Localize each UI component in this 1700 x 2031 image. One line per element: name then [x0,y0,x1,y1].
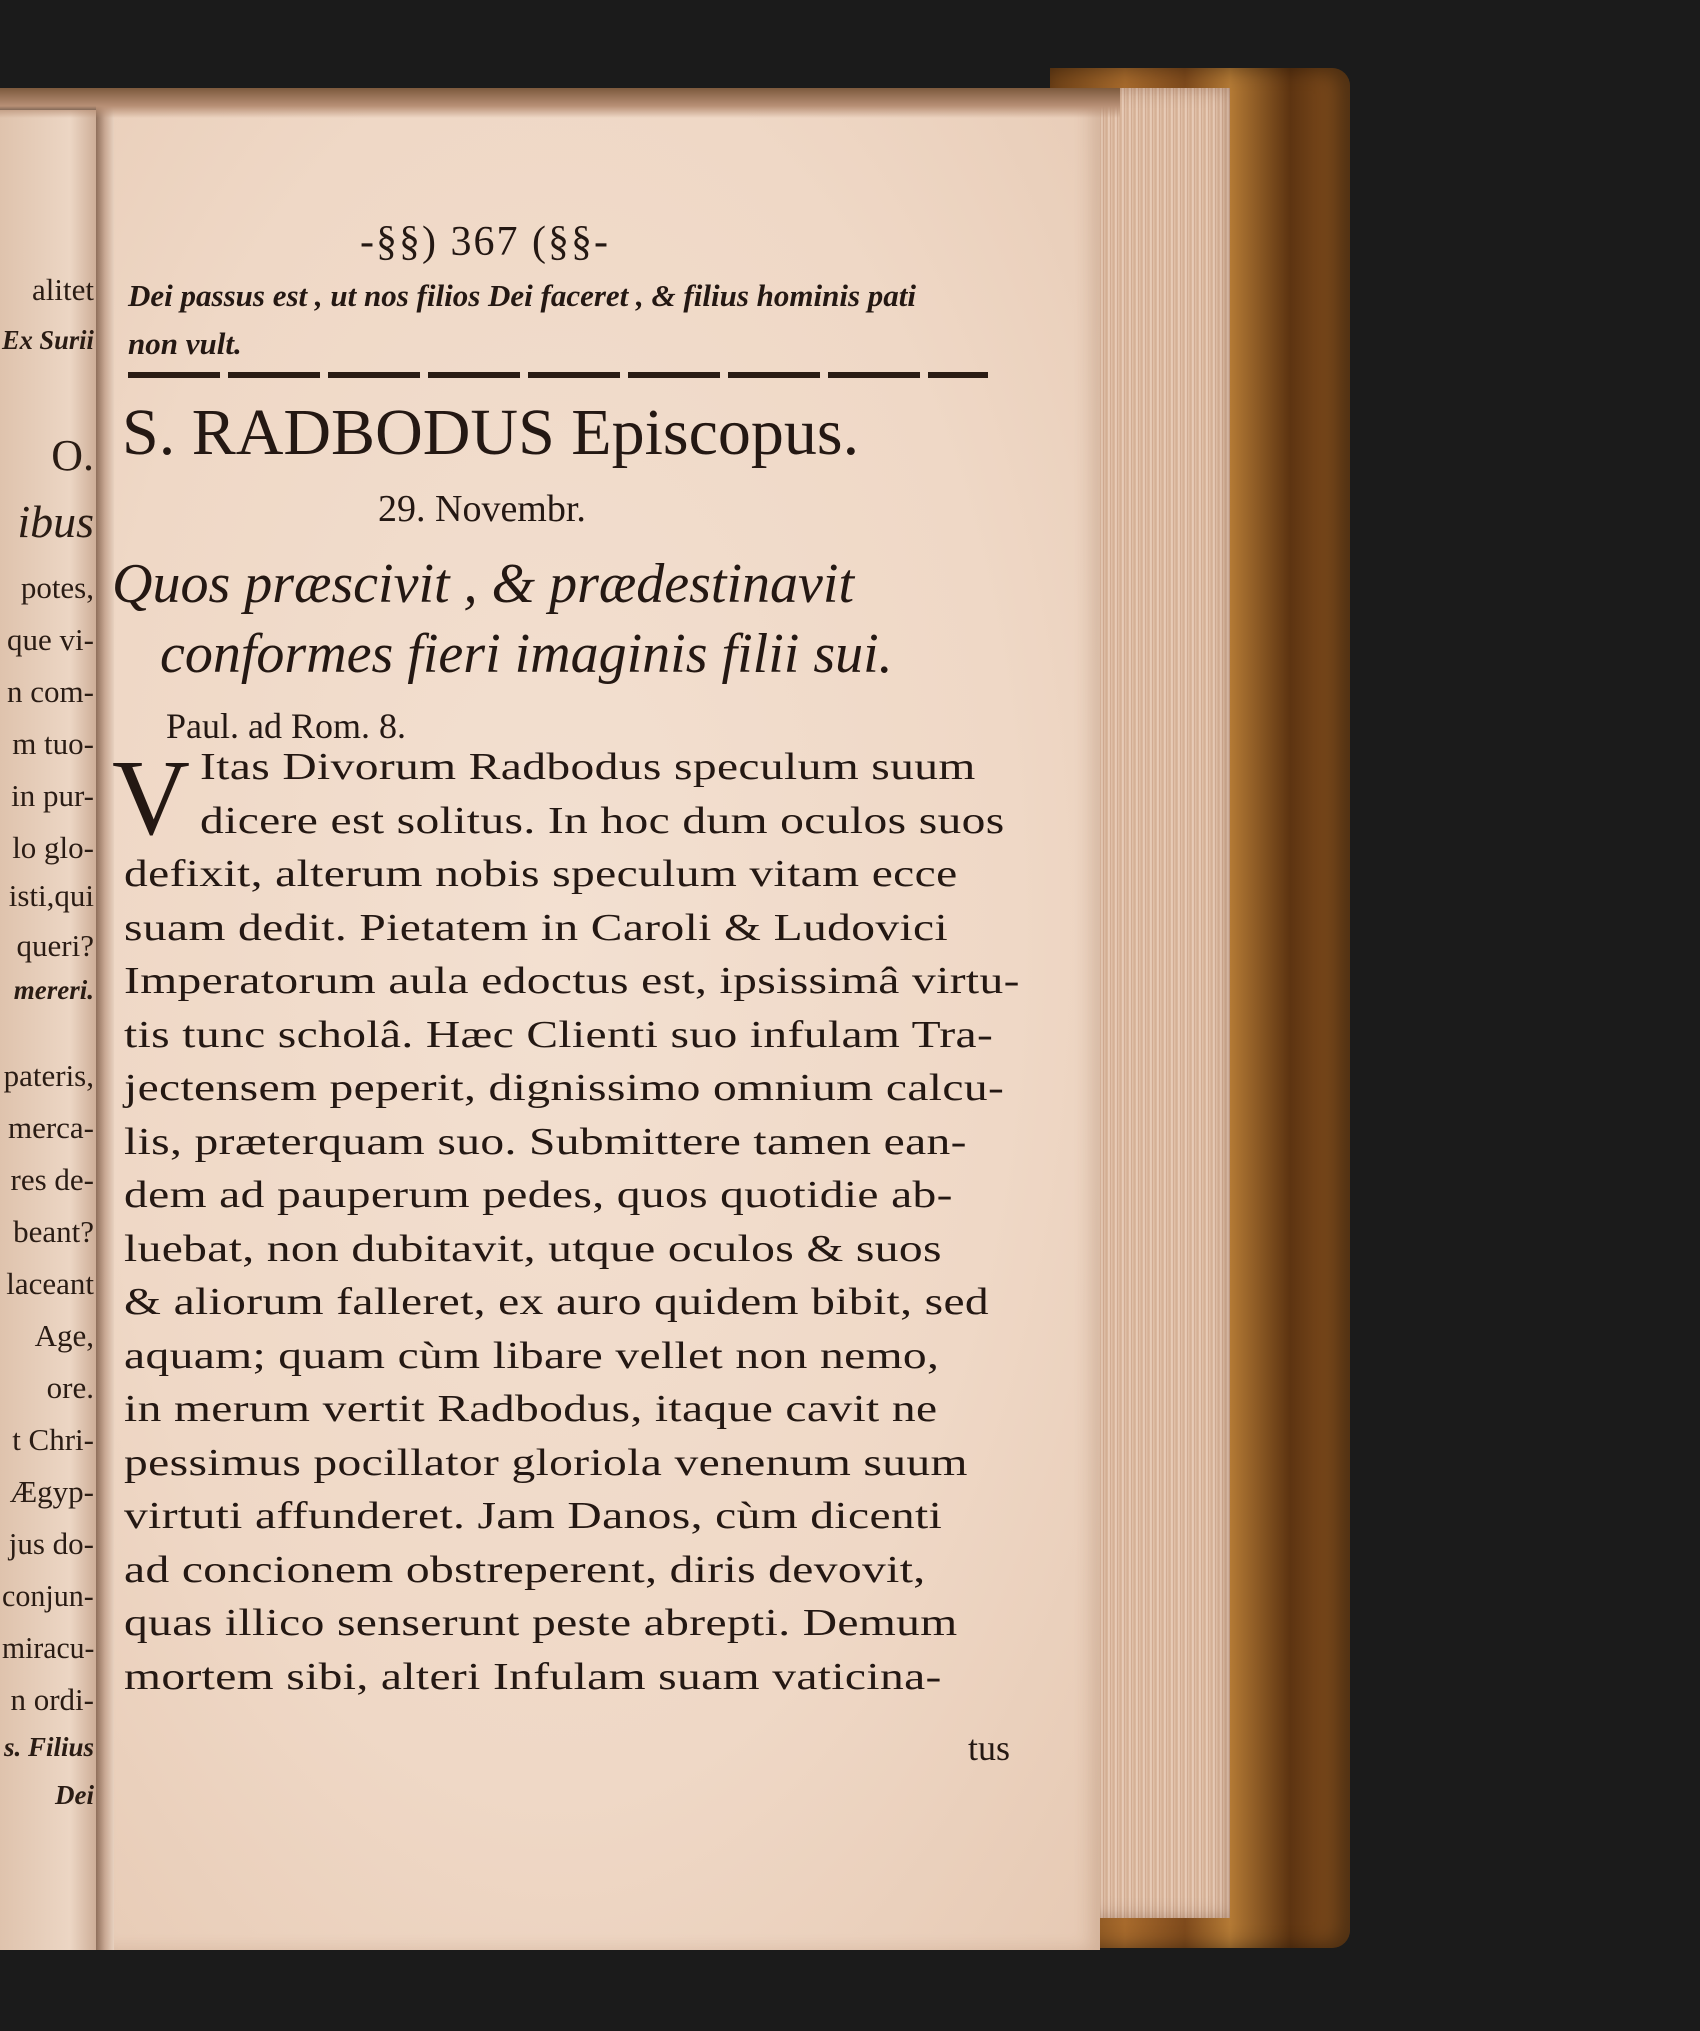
left-page-text [0,0,100,2031]
quote-line: Dei passus est , ut nos filios Dei faceret , & filius hominis pati [128,278,916,313]
left-page-word: mereri. [13,975,94,1005]
body-line: Imperatorum aula edoctus est, ipsissimâ virtu- [124,960,1020,1002]
left-page-word: n ordi- [10,1682,94,1717]
body-line: mortem sibi, alteri Infulam suam vaticina- [124,1655,942,1698]
left-page-word: ore. [46,1370,94,1405]
left-page-word: jus do- [8,1526,94,1561]
left-page-word: conjun- [2,1578,94,1613]
body-line: defixit, alterum nobis speculum vitam ecce [124,853,958,895]
body-line: ad concionem obstreperent, diris devovit, [124,1548,926,1591]
body-line: luebat, non dubitavit, utque oculos & suos [124,1227,942,1270]
left-page-word: Dei [55,1780,94,1810]
left-page-word: Ægyp- [9,1474,94,1509]
body-line: virtuti affunderet. Jam Danos, cùm dicenti [124,1495,943,1537]
left-page-word: s. Filius [3,1732,94,1762]
left-page-word: in pur- [11,778,94,813]
left-page-word: lo glo- [12,830,94,865]
left-page-word: potes, [20,570,94,605]
left-page-word: pateris, [3,1058,94,1093]
left-page-word: res de- [10,1162,94,1197]
body-line: jectensem peperit, dignissimo omnium calcu- [124,1067,1005,1109]
left-page-word: isti,qui [8,878,94,913]
left-page-word: miracu- [1,1630,94,1665]
left-page-word: merca- [7,1110,94,1145]
body-line: tis tunc scholâ. Hæc Clienti suo infulam Tra- [124,1013,994,1056]
body-line: pessimus pocillator gloriola venenum suum [124,1441,968,1484]
left-page-word: queri? [16,928,94,963]
left-page-word: que vi- [7,622,94,657]
motto-line: Quos præscivit , & prædestinavit [112,553,854,615]
left-page-word: beant? [13,1214,94,1249]
quote-line: non vult. [128,326,242,361]
page-fore-edge [1090,88,1230,1918]
body-line: in merum vertit Radbodus, itaque cavit ne [124,1388,938,1430]
page-top-shadow [0,88,1120,118]
drop-cap: V [112,739,190,858]
body-line: dicere est solitus. In hoc dum oculos suos [200,799,1005,842]
catchword: tus [968,1728,1011,1768]
left-page-word: n com- [7,674,94,709]
body-line: Itas Divorum Radbodus speculum suum [200,746,976,788]
section-title: S. RADBODUS Episcopus. [122,396,860,469]
left-page-word: laceant [6,1266,94,1301]
scripture-reference: Paul. ad Rom. 8. [166,706,406,746]
body-line: aquam; quam cùm libare vellet non nemo, [124,1334,940,1377]
body-line: & aliorum falleret, ex auro quidem bibit, sed [124,1281,990,1323]
feast-date: 29. Novembr. [378,488,586,530]
left-page-word: O. [51,431,94,480]
body-line: suam dedit. Pietatem in Caroli & Ludovici [124,906,949,949]
left-page-word: m tuo- [12,726,94,761]
left-page-word: Ex Surii [2,325,94,355]
left-page-word: ibus [17,496,94,547]
body-line: dem ad pauperum pedes, quos quotidie ab- [124,1174,953,1216]
page-header: -§§) 367 (§§- [360,219,610,265]
left-page-word: alitet [32,272,94,307]
motto-line: conformes fieri imaginis filii sui. [160,623,893,685]
section-rule [128,372,988,378]
left-page-word: Age, [34,1318,94,1353]
left-page-word: t Chri- [12,1422,94,1457]
body-line: quas illico senserunt peste abrepti. Demum [124,1602,958,1644]
body-line: lis, præterquam suo. Submittere tamen ean- [124,1120,967,1163]
